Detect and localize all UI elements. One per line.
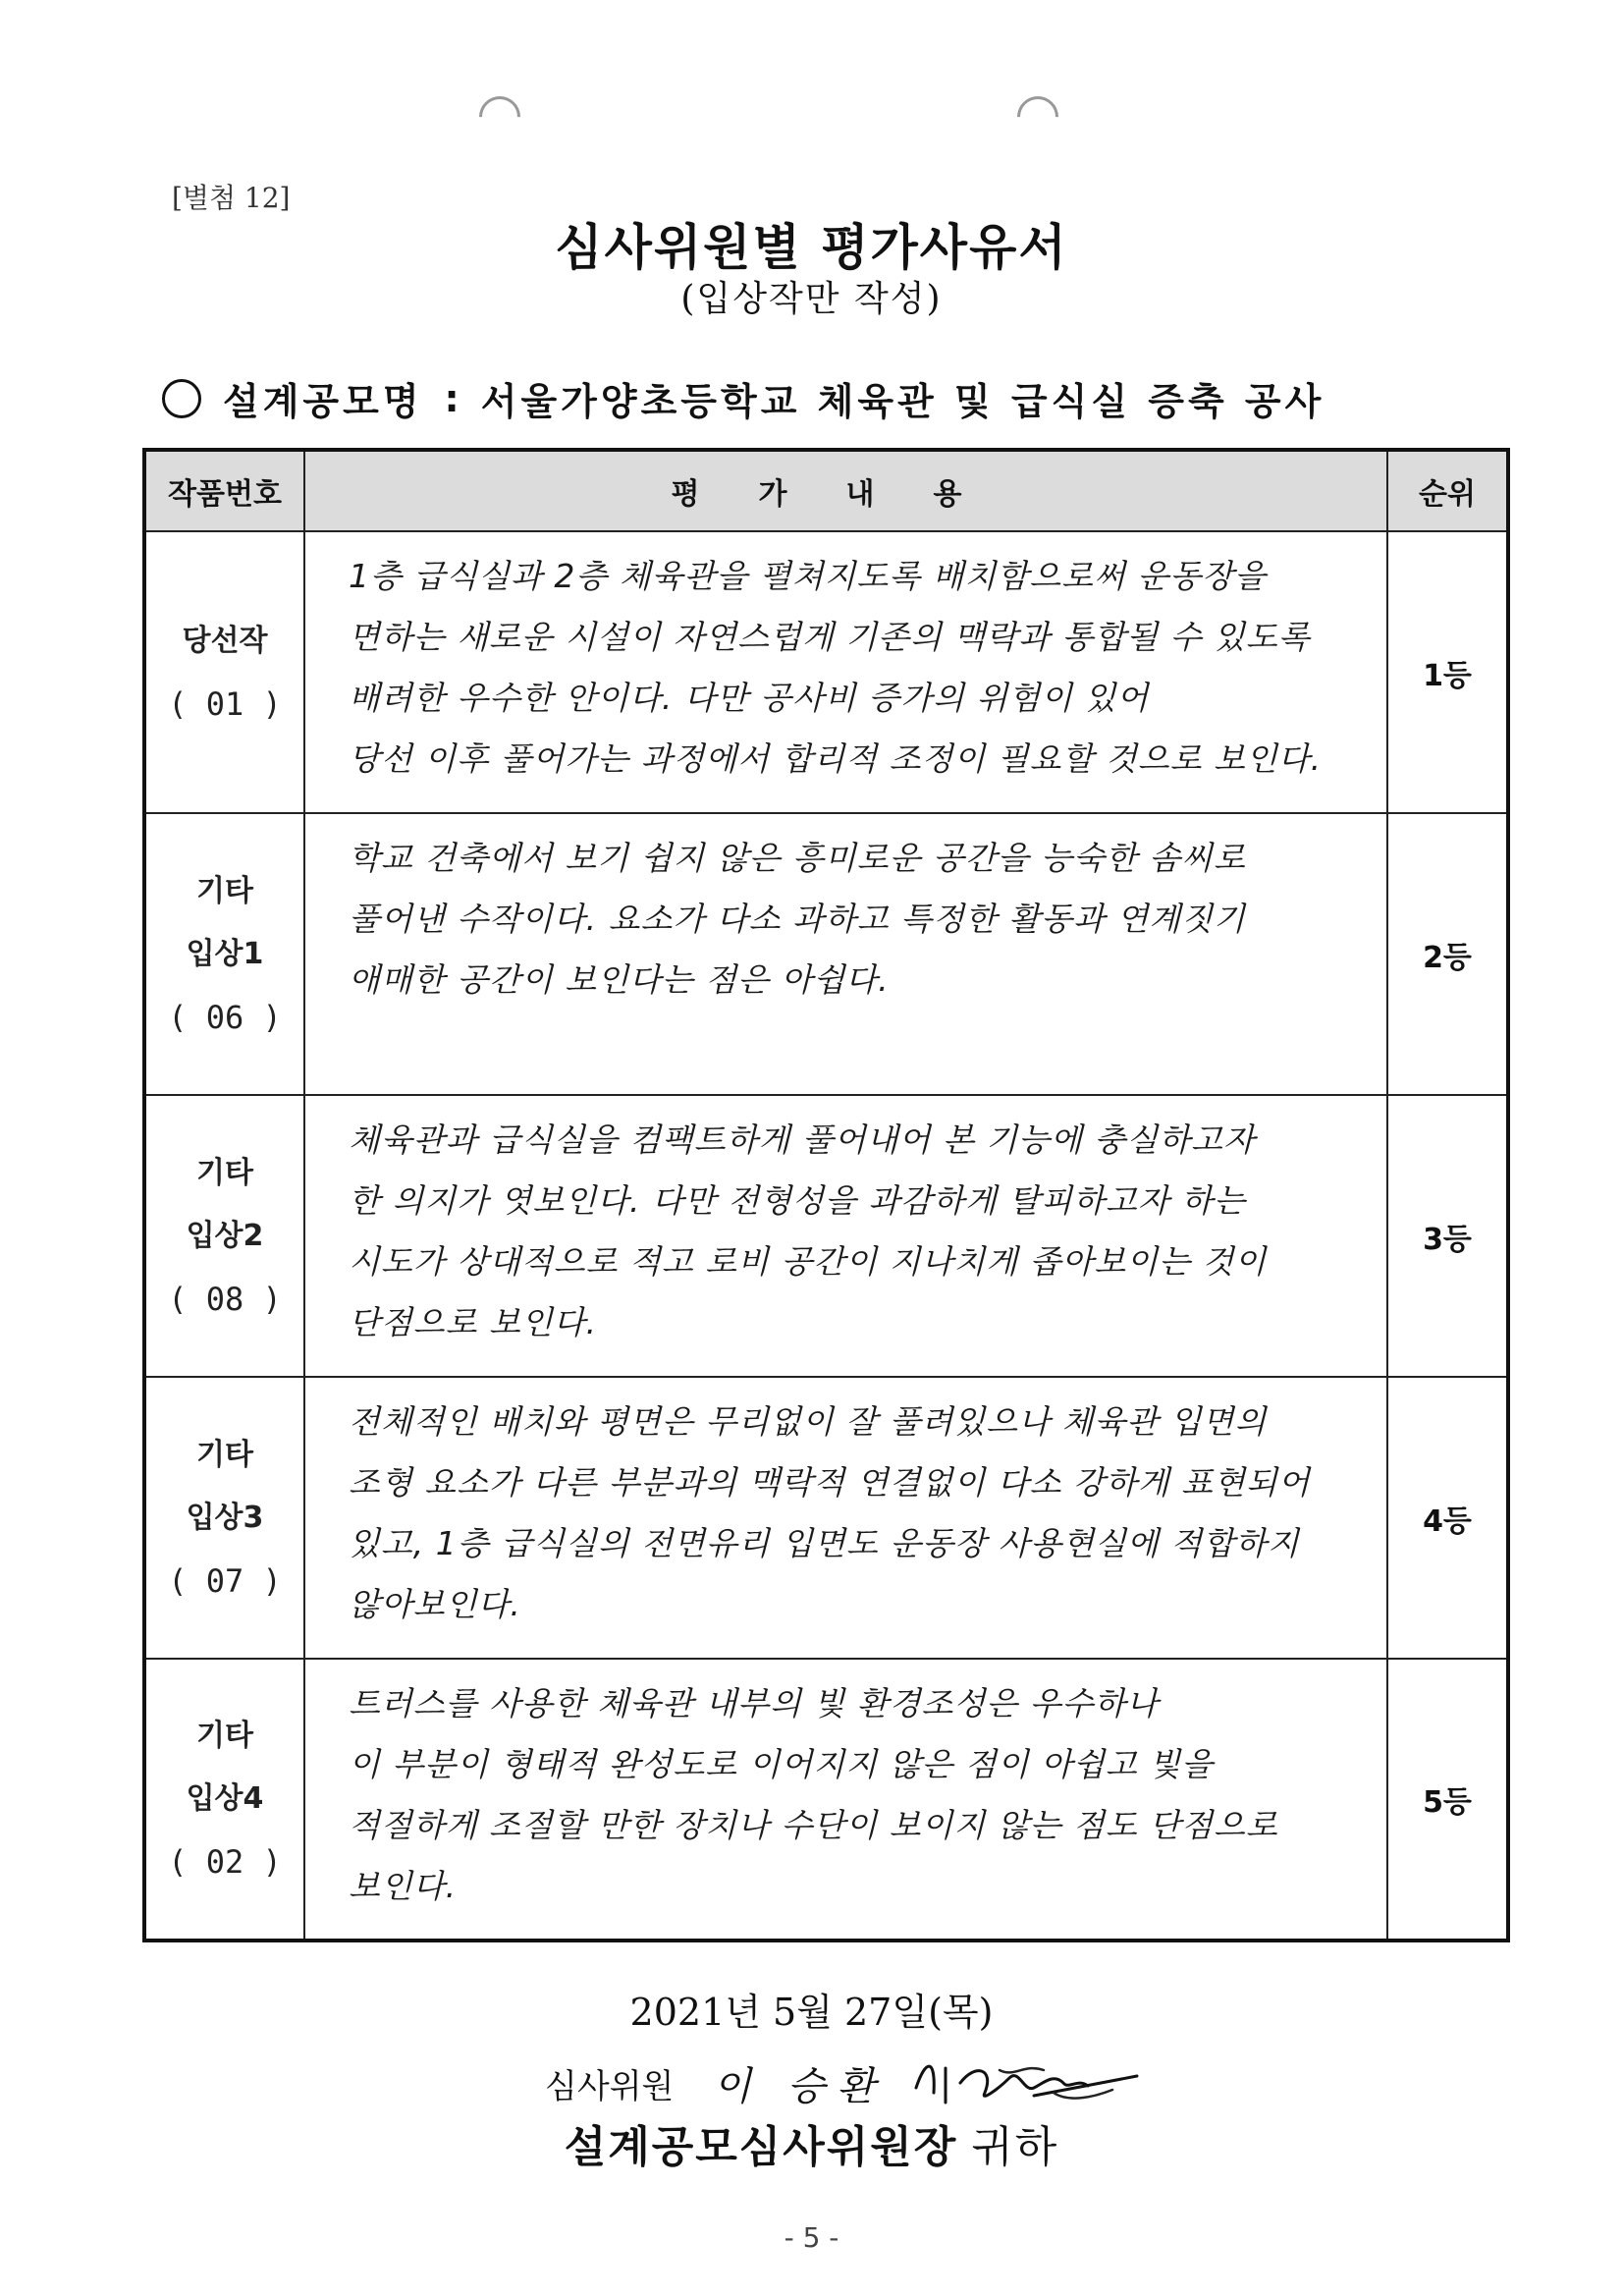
evaluation-line: 체육관과 급식실을 컴팩트하게 풀어내어 본 기능에 충실하고자 [349,1121,1256,1159]
evaluation-line: 당선 이후 풀어가는 과정에서 합리적 조정이 필요할 것으로 보인다. [349,739,1323,778]
table-row [144,1377,1508,1659]
recipient-suffix: 귀하 [971,2122,1059,2172]
judge-line [545,2049,1142,2117]
evaluation-line: 학교 건축에서 보기 쉽지 않은 흥미로운 공간을 능숙한 솜씨로 [349,839,1246,877]
table-header-row [144,450,1508,531]
rank-cell: 4등 [1387,1377,1508,1659]
work-category: 기타 [196,1437,253,1472]
evaluation-line: 있고, 1층 급식실의 전면유리 입면도 운동장 사용현실에 적합하지 [349,1524,1300,1562]
work-sub: 입상3 [186,1500,264,1535]
evaluation-line: 단점으로 보인다. [349,1303,598,1341]
evaluation-line: 풀어낸 수작이다. 요소가 다소 과하고 특정한 활동과 연계짓기 [349,900,1246,938]
evaluation-line: 배려한 우수한 안이다. 다만 공사비 증가의 위험이 있어 [349,679,1150,717]
rank-cell: 3등 [1387,1095,1508,1377]
rank-cell: 1등 [1387,531,1508,813]
work-number-cell [144,1659,304,1941]
evaluation-line: 1층 급식실과 2층 체육관을 펼쳐지도록 배치함으로써 운동장을 [349,557,1267,595]
evaluation-content [304,1377,1387,1659]
circle-bullet-icon [162,379,201,418]
table-row [144,1659,1508,1941]
work-number-cell [144,1095,304,1377]
evaluation-content [304,813,1387,1095]
work-number-cell [144,1377,304,1659]
work-category: 기타 [196,1719,253,1753]
work-category: 기타 [196,873,253,908]
recipient [0,2111,1623,2174]
evaluation-line: 전체적인 배치와 평면은 무리없이 잘 풀려있으나 체육관 입면의 [349,1402,1268,1441]
evaluation-line: 않아보인다. [349,1585,521,1623]
work-number-cell [144,813,304,1095]
rank-cell: 2등 [1387,813,1508,1095]
evaluation-line: 한 의지가 엿보인다. 다만 전형성을 과감하게 탈피하고자 하는 [349,1181,1246,1220]
work-sub: 입상1 [186,936,264,971]
work-number: ( 01 ) [168,684,282,723]
header-rank: 순위 [1387,450,1508,531]
table-row [144,531,1508,813]
work-number-cell [144,531,304,813]
evaluation-line: 이 부분이 형태적 완성도로 이어지지 않은 점이 아쉽고 빛을 [349,1745,1214,1783]
evaluation-line: 트러스를 사용한 체육관 내부의 빛 환경조성은 우수하나 [349,1684,1160,1722]
signature-icon [906,2049,1142,2117]
evaluation-line: 시도가 상대적으로 적고 로비 공간이 지나치게 좁아보이는 것이 [349,1242,1268,1281]
evaluation-line: 조형 요소가 다른 부분과의 맥락적 연결없이 다소 강하게 표현되어 [349,1463,1311,1502]
rank-cell: 5등 [1387,1659,1508,1941]
header-content-label: 평가내용 [671,477,1021,512]
work-number: ( 07 ) [168,1561,282,1600]
evaluation-line: 면하는 새로운 시설이 자연스럽게 기존의 맥락과 통합될 수 있도록 [349,618,1311,656]
project-name: 서울가양초등학교 체육관 및 급식실 증축 공사 [480,380,1325,423]
work-category: 기타 [196,1155,253,1190]
project-separator: : [444,376,460,420]
punch-hole-right [1008,87,1066,145]
evaluation-content [304,1659,1387,1941]
header-content [304,450,1387,531]
project-label: 설계공모명 [223,380,423,423]
work-category: 당선작 [182,623,268,658]
attachment-label: [별첨 12] [172,182,291,214]
evaluation-line: 적절하게 조절할 만한 장치나 수단이 보이지 않는 점도 단점으로 [349,1806,1278,1844]
page-title: 심사위원별 평가사유서 [555,218,1068,276]
header-work-no: 작품번호 [144,450,304,531]
punch-hole-left [470,87,528,145]
project-line [162,371,1325,425]
recipient-name: 설계공모심사위원장 [564,2122,958,2172]
work-number: ( 06 ) [168,998,282,1036]
page-number: - 5 - [784,2221,839,2254]
table-row [144,813,1508,1095]
judge-role: 심사위원 [545,2066,675,2106]
evaluation-content [304,531,1387,813]
evaluation-line: 보인다. [349,1867,458,1905]
page-subtitle: (입상작만 작성) [680,279,943,319]
work-number: ( 08 ) [168,1280,282,1318]
work-number: ( 02 ) [168,1843,282,1881]
work-sub: 입상2 [186,1218,264,1253]
work-sub: 입상4 [186,1781,264,1816]
evaluation-line: 애매한 공간이 보인다는 점은 아쉽다. [349,960,890,999]
signing-date: 2021년 5월 27일(목) [629,1991,994,2034]
evaluation-content [304,1095,1387,1377]
judge-name: 이 승환 [713,2063,888,2109]
table-row [144,1095,1508,1377]
evaluation-table [142,448,1510,1942]
